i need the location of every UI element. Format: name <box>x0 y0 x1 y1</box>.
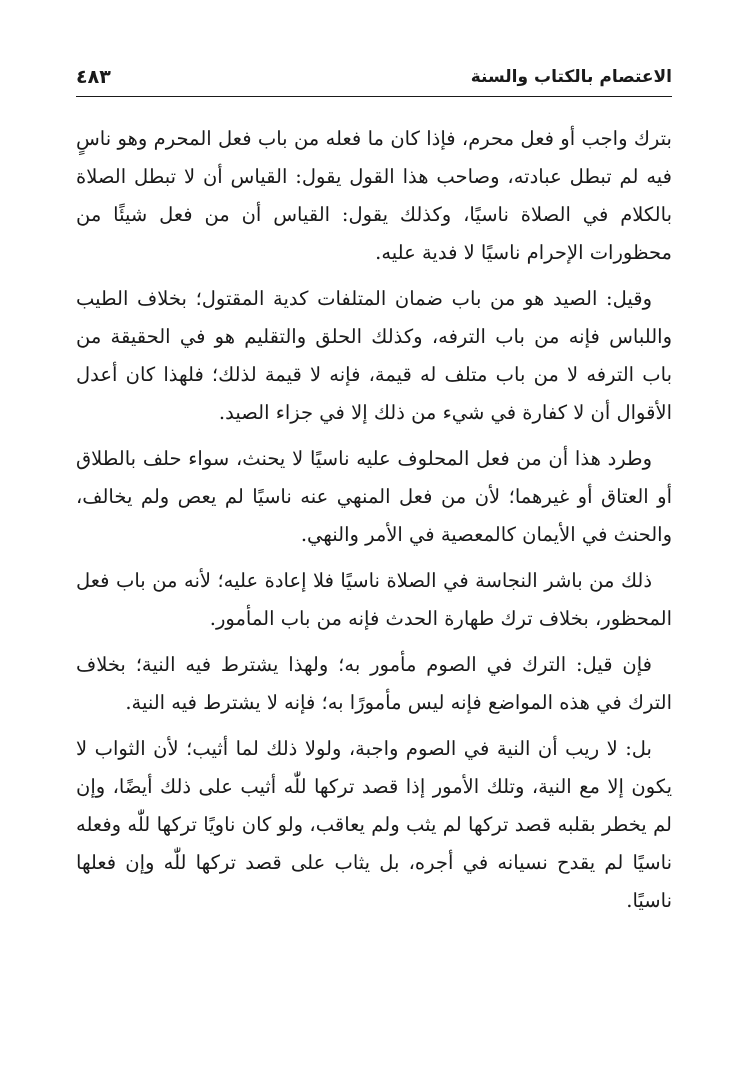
header-divider <box>76 96 672 97</box>
paragraph-6: بل: لا ريب أن النية في الصوم واجبة، ولولا ذلك لما أثيب؛ لأن الثواب لا يكون إلا مع النية، وتلك الأمور إذا قصد تركها للّٰه أثيب على ذلك أيضًا، وإن لم يخطر بقلبه قصد تركها لم يثب ولم يعاقب، ولو كان ناويًا تركها للّٰه وفعله ناسيًا لم يقدح نسيانه في أجره، بل يثاب على قصد تركها للّٰه وإن فعلها ناسيًا. <box>76 737 672 912</box>
running-title: الاعتصام بالكتاب والسنة <box>470 67 672 87</box>
paragraph-5: فإن قيل: الترك في الصوم مأمور به؛ ولهذا يشترط فيه النية؛ بخلاف الترك في هذه المواضع فإنه ليس مأمورًا به؛ فإنه لا يشترط فيه النية. <box>76 653 672 714</box>
paragraph-1: بترك واجب أو فعل محرم، فإذا كان ما فعله من باب فعل المحرم وهو ناسٍ فيه لم تبطل عبادته، وصاحب هذا القول يقول: القياس أن لا تبطل الصلاة بالكلام في الصلاة ناسيًا، وكذلك يقول: القياس أن من فعل شيئًا من محظورات الإحرام ناسيًا لا فدية عليه. <box>76 127 672 264</box>
paragraph-2: وقيل: الصيد هو من باب ضمان المتلفات كدية المقتول؛ بخلاف الطيب واللباس فإنه من باب الترفه، وكذلك الحلق والتقليم هو في الحقيقة من باب الترفه لا من باب متلف له قيمة، فإنه لا قيمة لذلك؛ فلهذا كان أعدل الأقوال أن لا كفارة في شيء من ذلك إلا في جزاء الصيد. <box>76 287 672 424</box>
paragraph-3: وطرد هذا أن من فعل المحلوف عليه ناسيًا لا يحنث، سواء حلف بالطلاق أو العتاق أو غيرهما؛ لأن من فعل المنهي عنه ناسيًا لم يعص ولم يخالف، والحنث في الأيمان كالمعصية في الأمر والنهي. <box>76 447 672 546</box>
body-text <box>76 120 672 928</box>
page-number: ٤٨٣ <box>76 66 111 88</box>
paragraph-4: ذلك من باشر النجاسة في الصلاة ناسيًا فلا إعادة عليه؛ لأنه من باب فعل المحظور، بخلاف ترك طهارة الحدث فإنه من باب المأمور. <box>76 569 672 630</box>
running-header <box>76 62 672 92</box>
